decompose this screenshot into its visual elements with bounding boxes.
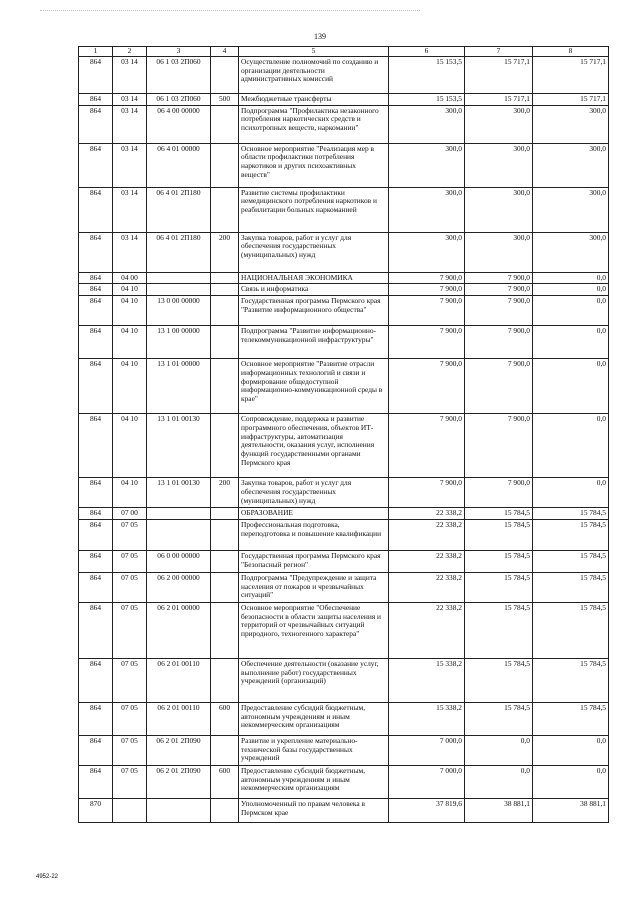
cell-item-name: ОБРАЗОВАНИЕ: [239, 508, 389, 520]
cell-amount-2023: 0,0: [465, 735, 533, 765]
cell-section-code: 07 05: [113, 602, 147, 658]
cell-expense-type: [211, 414, 239, 478]
cell-amount-2024: 0,0: [533, 765, 609, 798]
cell-expense-type: [211, 296, 239, 326]
cell-target-code: 06 0 00 00000: [147, 550, 211, 572]
cell-amount-2023: 15 784,5: [465, 602, 533, 658]
cell-target-code: 06 2 01 2П090: [147, 735, 211, 765]
cell-section-code: 03 14: [113, 143, 147, 187]
cell-expense-type: [211, 284, 239, 296]
cell-amount-2022: 7 900,0: [389, 284, 465, 296]
cell-target-code: [147, 798, 211, 822]
cell-admin-code: 864: [79, 143, 113, 187]
cell-amount-2022: 7 900,0: [389, 478, 465, 508]
table-row: [79, 284, 609, 296]
cell-amount-2023: 15 784,5: [465, 519, 533, 550]
cell-amount-2022: 7 000,0: [389, 735, 465, 765]
cell-admin-code: 864: [79, 57, 113, 94]
cell-amount-2023: 300,0: [465, 143, 533, 187]
table-row: [79, 94, 609, 106]
cell-section-code: 03 14: [113, 57, 147, 94]
cell-admin-code: 864: [79, 414, 113, 478]
cell-admin-code: 864: [79, 508, 113, 520]
cell-expense-type: 600: [211, 702, 239, 735]
cell-expense-type: 600: [211, 765, 239, 798]
cell-amount-2022: 22 338,2: [389, 508, 465, 520]
cell-section-code: 07 05: [113, 550, 147, 572]
table-row: [79, 232, 609, 272]
cell-expense-type: [211, 572, 239, 602]
cell-section-code: 07 05: [113, 735, 147, 765]
cell-amount-2023: 300,0: [465, 105, 533, 143]
table-row: [79, 272, 609, 284]
cell-amount-2022: 22 338,2: [389, 550, 465, 572]
cell-item-name: Осуществление полномочий по созданию и организации деятельности административных комиссий: [239, 57, 389, 94]
cell-item-name: Подпрограмма "Развитие информационно-телекоммуникационной инфраструктуры": [239, 326, 389, 359]
cell-expense-type: [211, 519, 239, 550]
cell-amount-2024: 15 784,5: [533, 550, 609, 572]
cell-expense-type: 500: [211, 94, 239, 106]
cell-amount-2024: 0,0: [533, 326, 609, 359]
cell-item-name: Подпрограмма "Предупреждение и защита населения от пожаров и чрезвычайных ситуаций": [239, 572, 389, 602]
cell-admin-code: 864: [79, 326, 113, 359]
cell-amount-2022: 22 338,2: [389, 572, 465, 602]
cell-admin-code: 864: [79, 572, 113, 602]
table-row: [79, 57, 609, 94]
cell-amount-2022: 300,0: [389, 143, 465, 187]
cell-amount-2023: 300,0: [465, 187, 533, 232]
cell-expense-type: [211, 798, 239, 822]
cell-item-name: Развитие системы профилактики немедицинского потребления наркотиков и реабилитации больных наркоманией: [239, 187, 389, 232]
cell-amount-2023: 38 881,1: [465, 798, 533, 822]
cell-section-code: 04 10: [113, 414, 147, 478]
cell-section-code: 07 00: [113, 508, 147, 520]
cell-amount-2023: 15 717,1: [465, 57, 533, 94]
cell-target-code: 06 1 03 2П060: [147, 94, 211, 106]
cell-item-name: Сопровождение, поддержка и развитие программного обеспечения, объектов ИТ-инфраструктуры, автоматизация деятельности, оказания услуг, исполнения функций государственными органами Пермского края: [239, 414, 389, 478]
cell-amount-2023: 15 784,5: [465, 508, 533, 520]
cell-target-code: 13 0 00 00000: [147, 296, 211, 326]
cell-target-code: [147, 519, 211, 550]
cell-target-code: 13 1 01 00130: [147, 478, 211, 508]
cell-amount-2024: 0,0: [533, 272, 609, 284]
cell-target-code: 06 2 01 2П090: [147, 765, 211, 798]
cell-target-code: [147, 508, 211, 520]
column-header: 8: [533, 47, 609, 57]
cell-amount-2024: 15 717,1: [533, 57, 609, 94]
cell-admin-code: 864: [79, 519, 113, 550]
table-row: [79, 519, 609, 550]
cell-amount-2023: 15 784,5: [465, 550, 533, 572]
column-header: 5: [239, 47, 389, 57]
cell-admin-code: 864: [79, 105, 113, 143]
table-row: [79, 702, 609, 735]
cell-target-code: 06 4 00 00000: [147, 105, 211, 143]
cell-item-name: Закупка товаров, работ и услуг для обеспечения государственных (муниципальных) нужд: [239, 478, 389, 508]
cell-section-code: 07 05: [113, 658, 147, 702]
table-row: [79, 143, 609, 187]
column-header: 6: [389, 47, 465, 57]
cell-item-name: Основное мероприятие "Развитие отрасли информационных технологий и связи и формирование общедоступной информационно-коммуникационной среды в крае": [239, 359, 389, 414]
cell-admin-code: 864: [79, 94, 113, 106]
cell-target-code: 06 4 01 00000: [147, 143, 211, 187]
cell-admin-code: 870: [79, 798, 113, 822]
cell-item-name: Обеспечение деятельности (оказание услуг, выполнение работ) государственных учреждений (организаций): [239, 658, 389, 702]
cell-expense-type: [211, 187, 239, 232]
cell-item-name: Предоставление субсидий бюджетным, автономным учреждениям и иным некоммерческим организациям: [239, 765, 389, 798]
cell-item-name: НАЦИОНАЛЬНАЯ ЭКОНОМИКА: [239, 272, 389, 284]
cell-amount-2023: 7 900,0: [465, 414, 533, 478]
cell-amount-2024: 0,0: [533, 359, 609, 414]
cell-item-name: Развитие и укрепление материально-технической базы государственных учреждений: [239, 735, 389, 765]
cell-item-name: Государственная программа Пермского края "Развитие информационного общества": [239, 296, 389, 326]
cell-section-code: 04 10: [113, 284, 147, 296]
cell-amount-2024: 15 784,5: [533, 519, 609, 550]
table-row: [79, 359, 609, 414]
cell-amount-2024: 15 717,1: [533, 94, 609, 106]
cell-section-code: 03 14: [113, 94, 147, 106]
cell-section-code: 04 10: [113, 326, 147, 359]
table-row: [79, 478, 609, 508]
table-row: [79, 187, 609, 232]
cell-item-name: Основное мероприятие "Обеспечение безопасности в области защиты населения и территорий от чрезвычайных ситуаций природного, техногенного характера": [239, 602, 389, 658]
cell-amount-2023: 15 784,5: [465, 658, 533, 702]
cell-section-code: 07 05: [113, 572, 147, 602]
cell-admin-code: 864: [79, 602, 113, 658]
table-row: [79, 296, 609, 326]
cell-admin-code: 864: [79, 359, 113, 414]
cell-expense-type: [211, 326, 239, 359]
cell-item-name: Государственная программа Пермского края "Безопасный регион": [239, 550, 389, 572]
cell-amount-2023: 15 717,1: [465, 94, 533, 106]
cell-item-name: Закупка товаров, работ и услуг для обеспечения государственных (муниципальных) нужд: [239, 232, 389, 272]
cell-item-name: Межбюджетные трансферты: [239, 94, 389, 106]
cell-admin-code: 864: [79, 478, 113, 508]
cell-amount-2022: 7 000,0: [389, 765, 465, 798]
cell-amount-2023: 7 900,0: [465, 284, 533, 296]
cell-amount-2022: 300,0: [389, 232, 465, 272]
cell-item-name: Основное мероприятие "Реализация мер в области профилактики потребления наркотиков и других психоактивных веществ": [239, 143, 389, 187]
table-row: [79, 508, 609, 520]
cell-target-code: 06 2 01 00000: [147, 602, 211, 658]
cell-target-code: 06 4 01 2П180: [147, 232, 211, 272]
cell-section-code: 04 00: [113, 272, 147, 284]
table-row: [79, 735, 609, 765]
cell-admin-code: 864: [79, 702, 113, 735]
cell-amount-2022: 22 338,2: [389, 602, 465, 658]
column-header: 2: [113, 47, 147, 57]
table-row: [79, 572, 609, 602]
table-row: [79, 602, 609, 658]
cell-item-name: Связь и информатика: [239, 284, 389, 296]
cell-amount-2024: 0,0: [533, 296, 609, 326]
table-header-row: [79, 47, 609, 57]
cell-amount-2023: 0,0: [465, 765, 533, 798]
cell-amount-2022: 7 900,0: [389, 326, 465, 359]
cell-amount-2023: 15 784,5: [465, 702, 533, 735]
cell-amount-2022: 7 900,0: [389, 272, 465, 284]
cell-expense-type: [211, 105, 239, 143]
cell-expense-type: 200: [211, 478, 239, 508]
cell-target-code: 06 2 01 00110: [147, 702, 211, 735]
cell-section-code: 03 14: [113, 187, 147, 232]
cell-expense-type: [211, 508, 239, 520]
cell-amount-2024: 300,0: [533, 232, 609, 272]
cell-amount-2024: 0,0: [533, 478, 609, 508]
cell-target-code: 13 1 01 00000: [147, 359, 211, 414]
cell-item-name: Предоставление субсидий бюджетным, автономным учреждениям и иным некоммерческим организациям: [239, 702, 389, 735]
cell-admin-code: 864: [79, 232, 113, 272]
cell-expense-type: [211, 272, 239, 284]
cell-admin-code: 864: [79, 284, 113, 296]
cell-section-code: 07 05: [113, 519, 147, 550]
footer-code: 4952-22: [36, 874, 59, 880]
cell-admin-code: 864: [79, 658, 113, 702]
cell-amount-2022: 22 338,2: [389, 519, 465, 550]
cell-amount-2022: 300,0: [389, 187, 465, 232]
cell-expense-type: [211, 359, 239, 414]
cell-expense-type: [211, 143, 239, 187]
cell-item-name: Уполномоченный по правам человека в Пермском крае: [239, 798, 389, 822]
cell-amount-2022: 15 153,5: [389, 94, 465, 106]
cell-section-code: 03 14: [113, 105, 147, 143]
cell-admin-code: 864: [79, 550, 113, 572]
cell-admin-code: 864: [79, 735, 113, 765]
table-row: [79, 105, 609, 143]
cell-section-code: 07 05: [113, 702, 147, 735]
cell-amount-2022: 15 338,2: [389, 702, 465, 735]
cell-amount-2024: 15 784,5: [533, 602, 609, 658]
cell-expense-type: [211, 57, 239, 94]
cell-target-code: 06 2 01 00110: [147, 658, 211, 702]
cell-amount-2022: 15 153,5: [389, 57, 465, 94]
cell-amount-2024: 15 784,5: [533, 572, 609, 602]
cell-amount-2024: 38 881,1: [533, 798, 609, 822]
cell-amount-2024: 0,0: [533, 735, 609, 765]
cell-expense-type: [211, 658, 239, 702]
column-header: 7: [465, 47, 533, 57]
column-header: 1: [79, 47, 113, 57]
cell-amount-2024: 300,0: [533, 105, 609, 143]
cell-item-name: Профессиональная подготовка, переподготовка и повышение квалификации: [239, 519, 389, 550]
cell-amount-2022: 7 900,0: [389, 359, 465, 414]
cell-expense-type: [211, 735, 239, 765]
table-row: [79, 765, 609, 798]
budget-table: [78, 46, 609, 823]
cell-target-code: 06 2 00 00000: [147, 572, 211, 602]
scan-noise: [40, 10, 420, 17]
cell-amount-2023: 15 784,5: [465, 572, 533, 602]
cell-amount-2024: 15 784,5: [533, 702, 609, 735]
cell-amount-2023: 7 900,0: [465, 478, 533, 508]
table-row: [79, 326, 609, 359]
table-row: [79, 550, 609, 572]
cell-amount-2024: 15 784,5: [533, 508, 609, 520]
cell-amount-2023: 7 900,0: [465, 326, 533, 359]
cell-amount-2023: 7 900,0: [465, 296, 533, 326]
page-number: 139: [314, 32, 326, 41]
table-row: [79, 414, 609, 478]
cell-amount-2023: 300,0: [465, 232, 533, 272]
cell-target-code: 13 1 00 00000: [147, 326, 211, 359]
cell-section-code: 07 05: [113, 765, 147, 798]
cell-expense-type: [211, 602, 239, 658]
cell-amount-2023: 7 900,0: [465, 359, 533, 414]
cell-target-code: 06 4 01 2П180: [147, 187, 211, 232]
cell-amount-2024: 0,0: [533, 414, 609, 478]
cell-amount-2024: 15 784,5: [533, 658, 609, 702]
cell-amount-2022: 15 338,2: [389, 658, 465, 702]
cell-amount-2022: 300,0: [389, 105, 465, 143]
cell-section-code: 04 10: [113, 478, 147, 508]
cell-amount-2023: 7 900,0: [465, 272, 533, 284]
table-body: [79, 57, 609, 823]
cell-section-code: 04 10: [113, 296, 147, 326]
cell-expense-type: [211, 550, 239, 572]
cell-admin-code: 864: [79, 765, 113, 798]
cell-item-name: Подпрограмма "Профилактика незаконного потребления наркотических средств и психотропных веществ, наркомании": [239, 105, 389, 143]
cell-amount-2024: 0,0: [533, 284, 609, 296]
cell-admin-code: 864: [79, 187, 113, 232]
cell-admin-code: 864: [79, 296, 113, 326]
cell-target-code: [147, 284, 211, 296]
cell-target-code: 06 1 03 2П060: [147, 57, 211, 94]
cell-target-code: [147, 272, 211, 284]
cell-section-code: 03 14: [113, 232, 147, 272]
column-header: 3: [147, 47, 211, 57]
table-row: [79, 658, 609, 702]
cell-section-code: 04 10: [113, 359, 147, 414]
cell-amount-2022: 37 819,6: [389, 798, 465, 822]
cell-amount-2022: 7 900,0: [389, 296, 465, 326]
cell-amount-2024: 300,0: [533, 187, 609, 232]
table-row: [79, 798, 609, 822]
cell-amount-2022: 7 900,0: [389, 414, 465, 478]
cell-admin-code: 864: [79, 272, 113, 284]
column-header: 4: [211, 47, 239, 57]
cell-target-code: 13 1 01 00130: [147, 414, 211, 478]
cell-amount-2024: 300,0: [533, 143, 609, 187]
cell-section-code: [113, 798, 147, 822]
cell-expense-type: 200: [211, 232, 239, 272]
